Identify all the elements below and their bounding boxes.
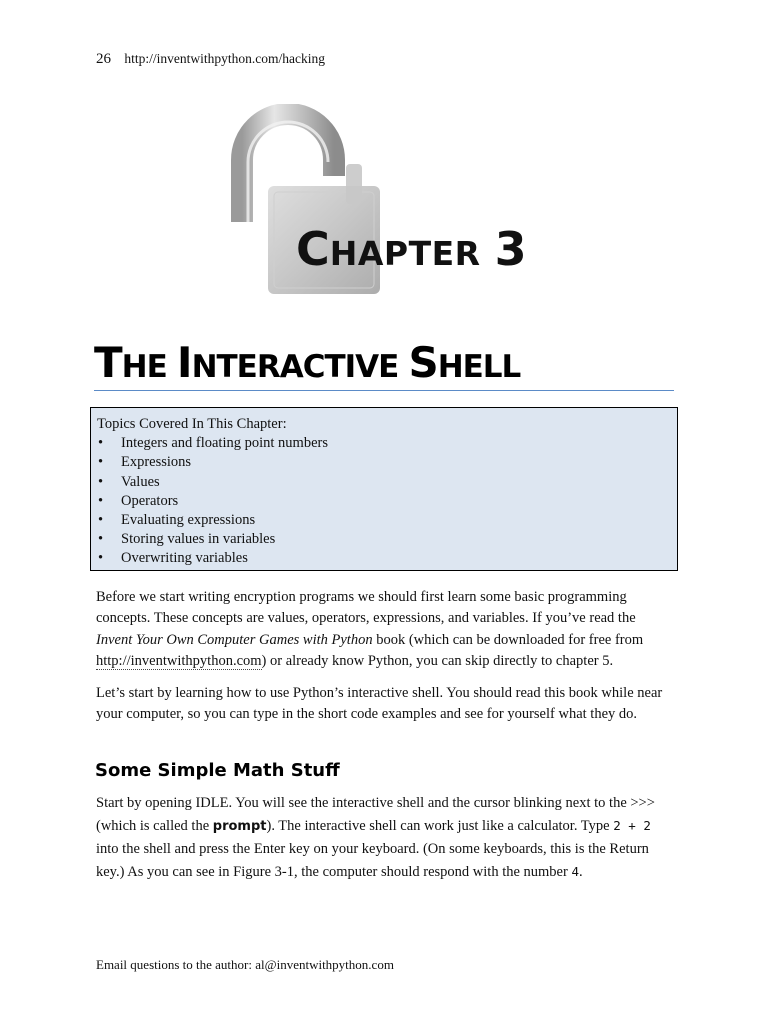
topic-item: • Storing values in variables: [97, 530, 671, 549]
inline-code: 4: [571, 863, 579, 879]
title-divider: [94, 390, 674, 391]
intro-paragraph: Before we start writing encryption programs we should first learn some basic programming concepts. These concepts are values, operators, expressions, and variables. If you’ve read the Invent Your Own Computer Games with Python book (which can be downloaded for free from http://inventwithpython.com) or already know Python, you can skip directly to chapter 5.: [96, 589, 644, 669]
topic-item: • Integers and floating point numbers: [97, 434, 671, 453]
shell-paragraph: Let’s start by learning how to use Python’s interactive shell. You should read this book while near your computer, so you can type in the short code examples and see for yourself what they do.: [96, 685, 663, 723]
topics-box: [90, 407, 678, 571]
topic-item: • Values: [97, 473, 671, 492]
topics-heading: Topics Covered In This Chapter:: [97, 416, 287, 432]
topic-item: • Expressions: [97, 453, 671, 472]
topic-item: • Overwriting variables: [97, 549, 671, 568]
prompt-term: prompt: [212, 818, 267, 834]
inline-code: 2 + 2: [613, 817, 651, 833]
topic-item: • Evaluating expressions: [97, 511, 671, 530]
book-title: Invent Your Own Computer Games with Python: [96, 631, 373, 648]
topic-item: • Operators: [97, 492, 671, 511]
header-url: http://inventwithpython.com/hacking: [124, 51, 325, 66]
website-link[interactable]: http://inventwithpython.com: [96, 652, 262, 669]
section-heading: Some Simple Math Stuff: [95, 760, 340, 781]
topics-list: [97, 434, 671, 568]
page-header: [96, 51, 325, 68]
chapter-title: THE INTERACTIVE SHELL: [94, 338, 521, 387]
chapter-label: CHAPTER 3: [296, 222, 527, 276]
page-number: 26: [96, 51, 111, 67]
chapter-number: 3: [494, 222, 527, 276]
page-footer: Email questions to the author: al@inventwithpython.com: [96, 957, 394, 972]
math-paragraph: Start by opening IDLE. You will see the interactive shell and the cursor blinking next to the >>> (which is called the prompt). The interactive shell can work just like a calculator. Type 2 + 2 into the shell and press the Enter key on your keyboard. (On some keyboards, this is the Return key.) As you can see in Figure 3-1, the computer should respond with the number 4.: [96, 795, 655, 880]
